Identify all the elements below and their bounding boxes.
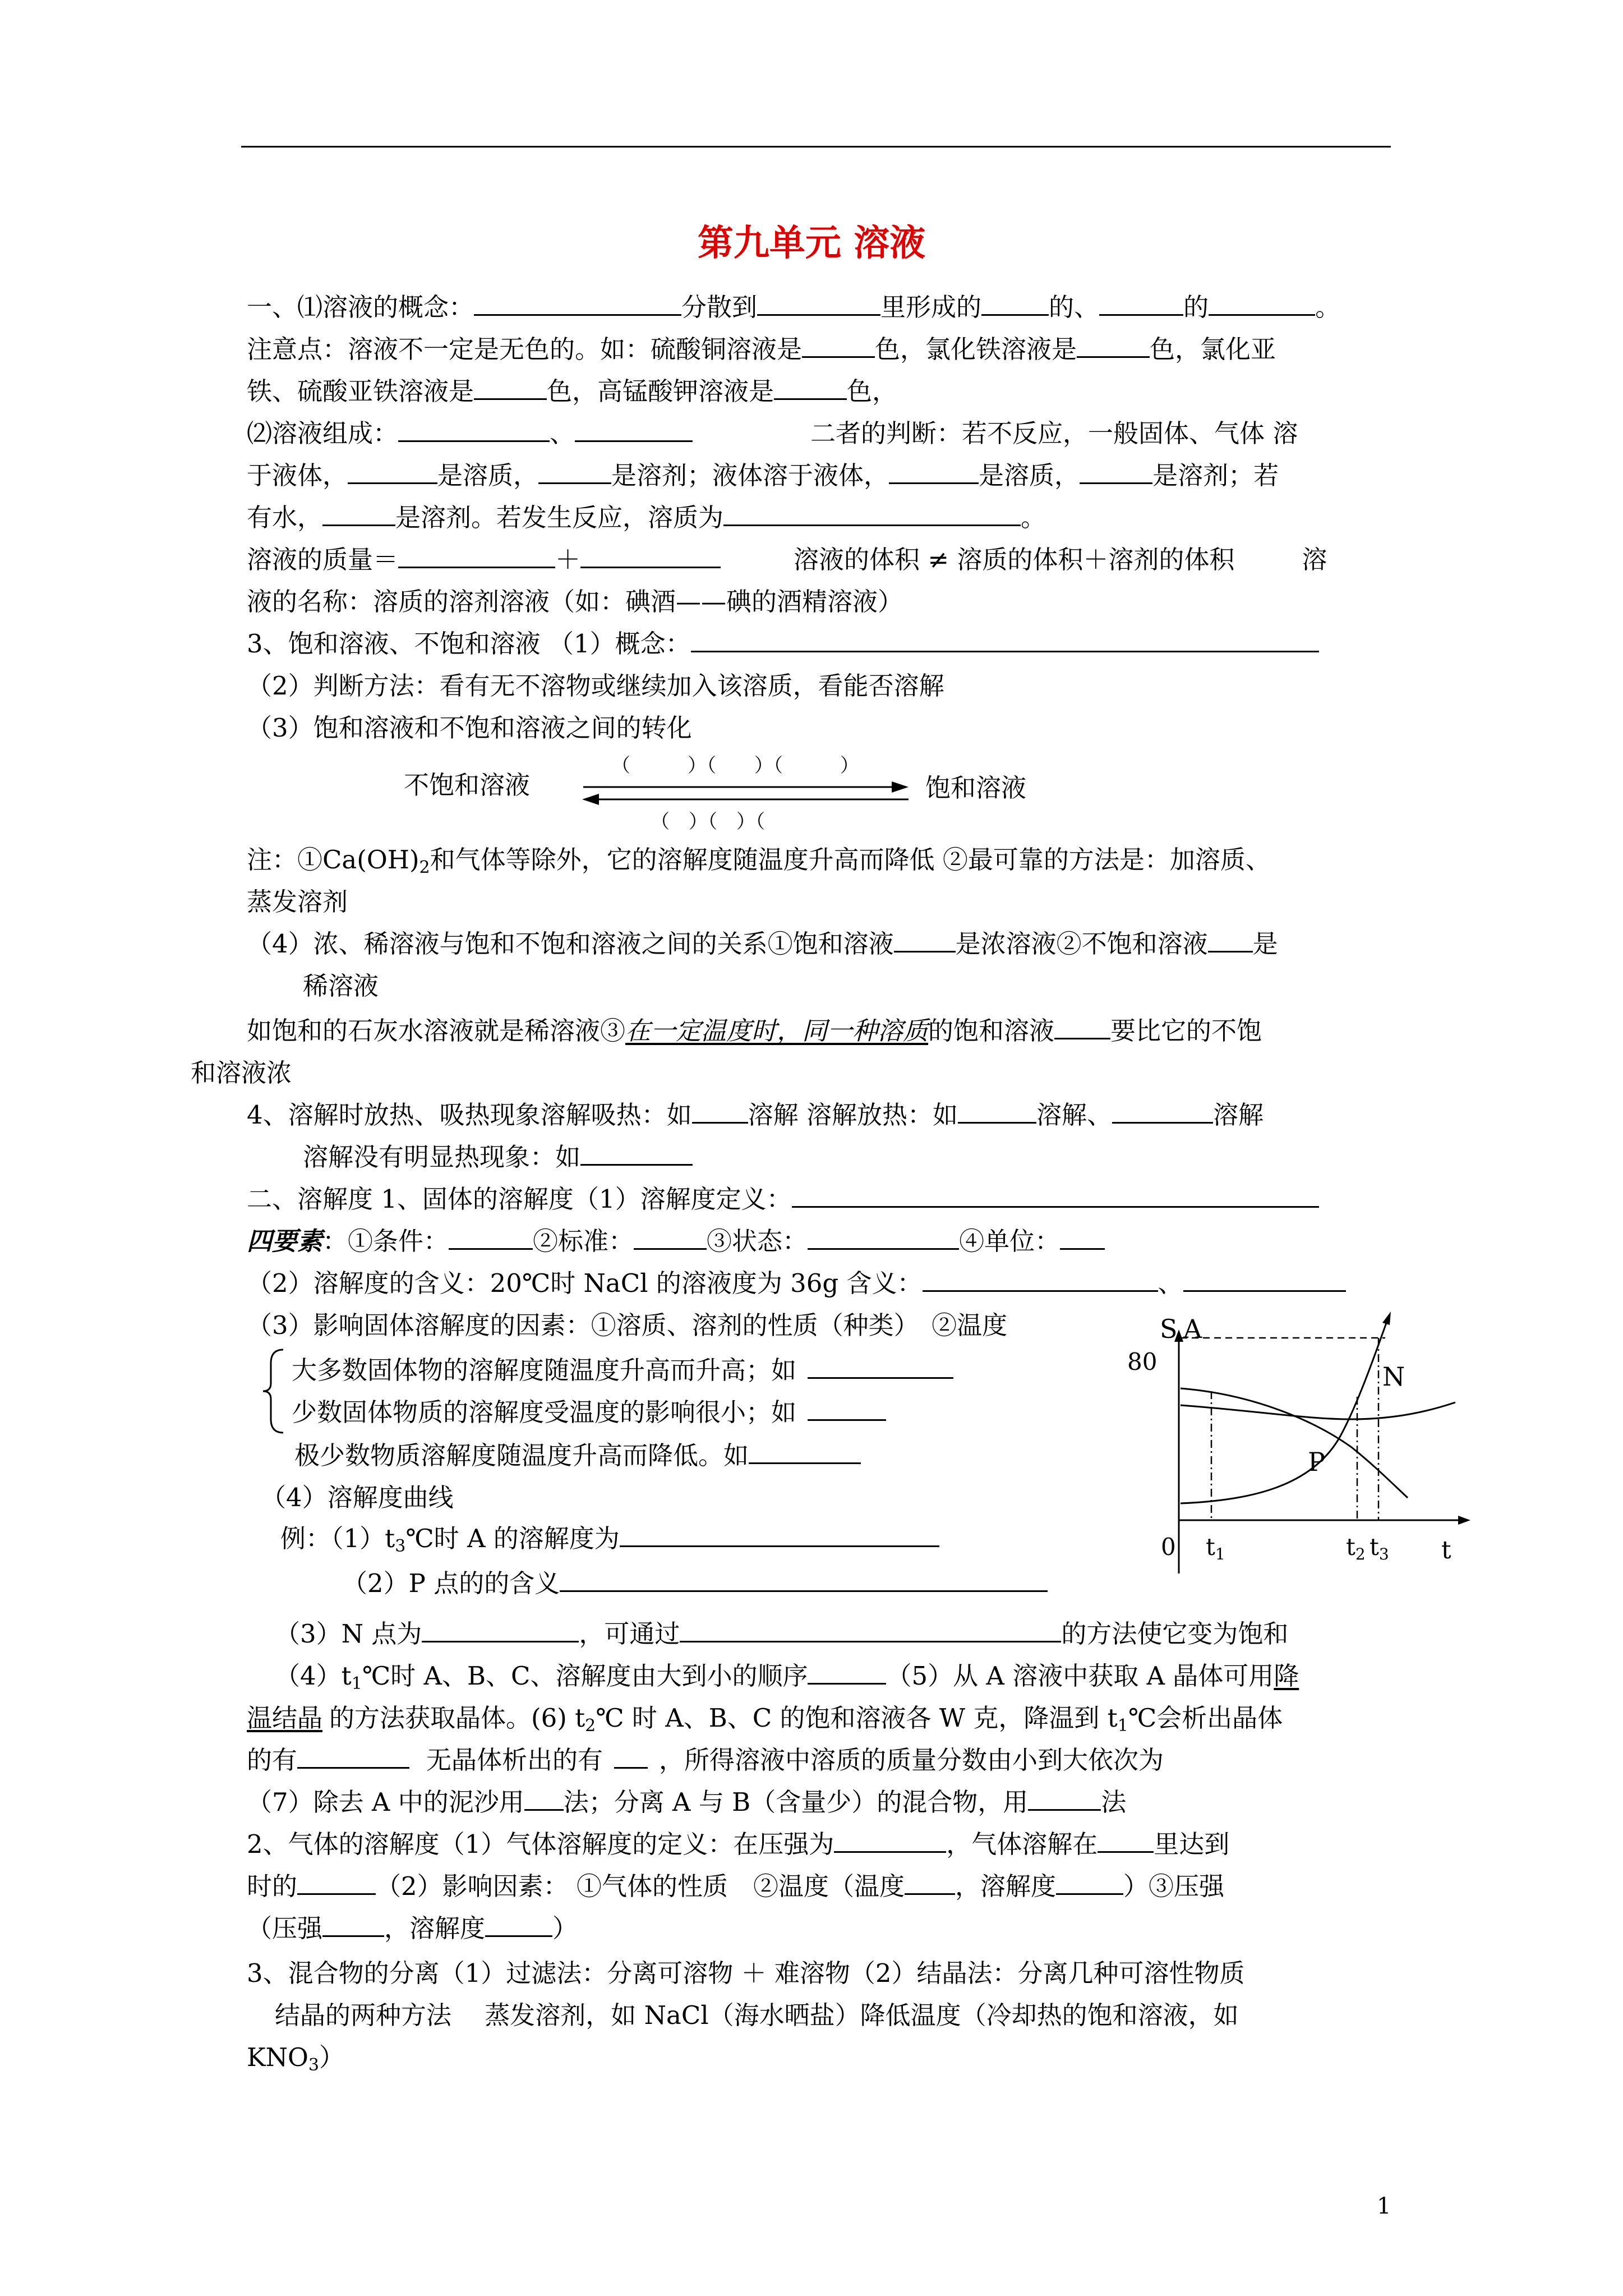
line-28: 例：$(1)t_3℃$时 A 的溶解度为 [280,1522,939,1563]
line-21: 四要素：①条件： ②标准： ③状态： ④单位： [247,1225,1105,1258]
unsaturated-label: 不饱和溶液 [404,770,531,800]
line-15: 稀溶液 [303,971,379,1001]
line-3: 铁、硫酸亚铁溶液是 色，高锰酸钾溶液是 色， [247,375,897,408]
line-31: $(4)t_1℃$时 A、B、C、溶解度由大到小的顺序 （5）从 A 溶液中获取 A 晶体可用降 [275,1659,1299,1701]
line-7: 溶液的质量＝ ＋ 溶液的体积 ≠ 溶质的体积＋溶剂的体积 溶 [247,543,1327,577]
solubility-curve-graph [1127,1307,1486,1588]
line-35: 2、气体的溶解度（1）气体溶解度的定义：在压强为 ，气体溶解在 里达到 [247,1828,1229,1861]
label-a: A [1183,1314,1202,1344]
line-16: 如饱和的石灰水溶液就是稀溶液③在一定温度时，同一种溶质的饱和溶液 要比它的不饱 [247,1014,1262,1048]
line-37: （压强 ，溶解度 ） [247,1912,578,1945]
line-1: 一、⑴溶液的概念： 分散到 里形成的 的、 的 。 [247,291,1340,324]
line-40: $KNO_3$） [247,2042,344,2075]
y-tick-80: 80 [1127,1348,1158,1375]
line-8: 液的名称：溶质的溶剂溶液（如：碘酒——碘的酒精溶液） [247,587,903,616]
line-11: （3）饱和溶液和不饱和溶液之间的转化 [247,713,692,743]
page-number: 1 [1377,2193,1391,2219]
conv-top-brackets: （ ）（ ）（ ） [611,754,859,777]
page-title: 第九单元 溶液 [697,222,926,264]
line-12: 注：$①Ca(OH)_2$和气体等除外，它的溶解度随温度升高而降低 ②最可靠的方法是：加溶质、 [247,845,1271,877]
line-14: （4）浓、稀溶液与饱和不饱和溶液之间的关系①饱和溶液 是浓溶液②不饱和溶液 是 [247,927,1278,961]
line-27: （4）溶解度曲线 [261,1483,454,1512]
line-18: 4、溶解时放热、吸热现象溶解吸热：如 溶解 溶解放热：如 溶解、 溶解 [247,1098,1264,1132]
line-34: （7）除去 A 中的泥沙用 法；分离 A 与 B（含量少）的混合物，用 法 [247,1786,1126,1819]
y-axis-label: S [1160,1314,1178,1344]
line-24: 大多数固体物的溶解度随温度升高而升高；如 [292,1354,953,1387]
curve-c [1181,1388,1408,1498]
line-4: ⑵溶液组成： 、 二者的判断：若不反应，一般固体、气体 溶 [247,417,1298,450]
line-32: 温结晶 的方法获取晶体。(6) $t_2℃$ 时 A、B、C 的饱和溶液各 W 克，降温到 $t_1℃$会析出晶体 [247,1703,1283,1736]
line-38: 3、混合物的分离（1）过滤法：分离可溶物 ＋ 难溶物（2）结晶法：分离几种可溶性物质 [247,1958,1245,1988]
line-39: 结晶的两种方法 蒸发溶剂，如 NaCl（海水晒盐）降低温度（冷却热的饱和溶液，如 [275,2000,1239,2030]
line-5: 于液体， 是溶质， 是溶剂；液体溶于液体， 是溶质， 是溶剂；若 [247,459,1279,493]
line-20: 二、溶解度 1、固体的溶解度（1）溶解度定义： [247,1182,1319,1216]
line-29: （2）P 点的的含义 [342,1567,1048,1600]
line-17: 和溶液浓 [191,1058,292,1088]
line-25: 少数固体物质的溶解度受温度的影响很小；如 [292,1396,886,1429]
line-2: 注意点：溶液不一定是无色的。如：硫酸铜溶液是 色，氯化铁溶液是 色，氯化亚 [247,333,1276,366]
line-10: （2）判断方法：看有无不溶物或继续加入该溶质，看能否溶解 [247,671,944,701]
saturated-label: 饱和溶液 [925,773,1027,803]
conversion-arrows [578,777,914,811]
label-n: N [1382,1361,1405,1392]
tick-t1: t1 [1206,1533,1225,1563]
curve-b [1181,1402,1455,1419]
line-19: 溶解没有明显热现象：如 [303,1140,693,1174]
line-9: 3、饱和溶液、不饱和溶液 （1）概念： [247,627,1319,661]
tick-t2: t2 [1346,1533,1366,1563]
header-rule [241,146,1391,148]
line-30: （3）N 点为 ，可通过 的方法使它变为饱和 [275,1617,1288,1651]
line-22: （2）溶解度的含义：20℃时 NaCl 的溶液度为 36g 含义： 、 [247,1267,1346,1300]
x-axis-label: t [1441,1536,1451,1565]
tick-t3: t3 [1370,1533,1389,1563]
line-36: 时的 （2）影响因素： ①气体的性质 ②温度（温度 ，溶解度 ）③压强 [247,1870,1224,1903]
brace [261,1346,289,1436]
conv-bottom-brackets: （ ）（ ）（ [651,811,765,833]
line-33: 的有 无晶体析出的有 ，所得溶液中溶质的质量分数由小到大依次为 [247,1743,1164,1777]
line-6: 有水， 是溶剂。若发生反应，溶质为 。 [247,501,1046,535]
line-23: （3）影响固体溶解度的因素：①溶质、溶剂的性质（种类） ②温度 [247,1310,1008,1340]
label-p: P [1308,1447,1325,1477]
line-26: 极少数物质溶解度随温度升高而降低。如 [294,1439,861,1473]
line-13: 蒸发溶剂 [247,887,348,917]
origin-label: 0 [1161,1533,1176,1561]
